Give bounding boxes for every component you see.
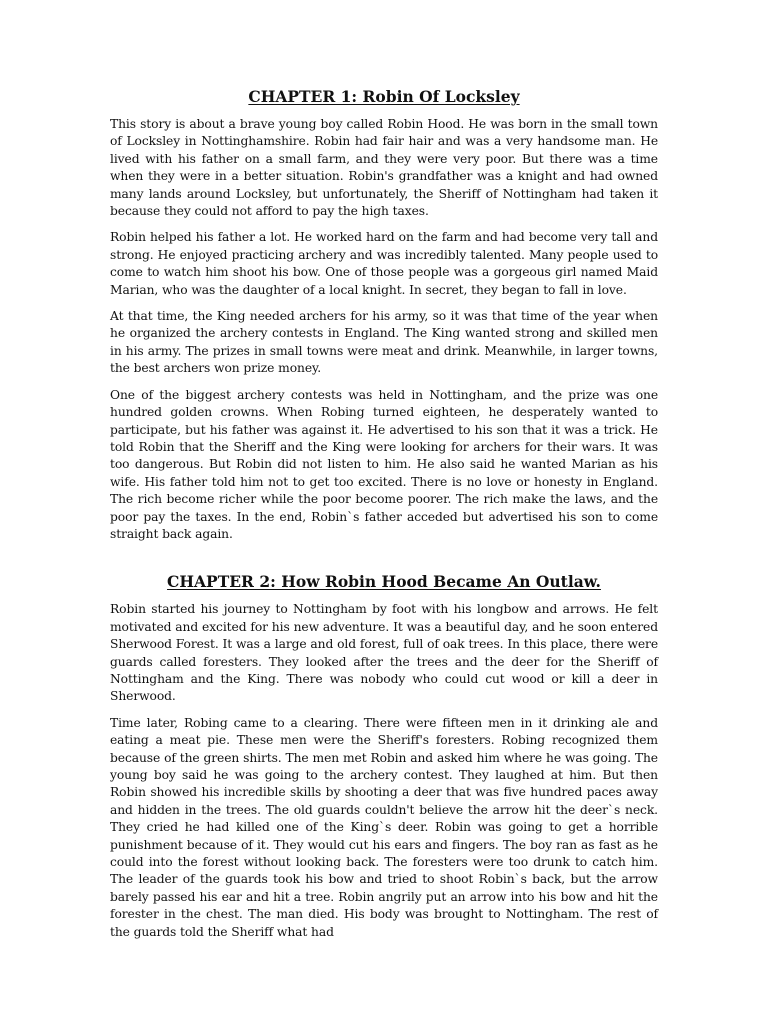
chapter-1-paragraph-2: Robin helped his father a lot. He worked hard on the farm and had become very tall and strong. He enjoyed practicing archery and was incredibly talented. Many people used to come to watch him shoot his bow. One of those people was a gorgeous girl named Maid Marian, who was the daughter of a local knight. In secret, they began to fall in love.	[110, 230, 658, 297]
chapter-1-paragraph-4: One of the biggest archery contests was held in Nottingham, and the prize was one hundred golden crowns. When Robing turned eighteen, he desperately wanted to participate, but his father was against it. He advertised to his son that it was a trick. He told Robin that the Sheriff and the King were looking for archers for their wars. It was too dangerous. But Robin did not listen to him. He also said he wanted Marian as his wife. His father told him not to get too excited. There is no love or honesty in England. The rich become richer while the poor become poorer. The rich make the laws, and the poor pay the taxes. In the end, Robin`s father acceded but advertised his son to come straight back again.	[110, 387, 658, 541]
chapter-1-paragraph-1: This story is about a brave young boy called Robin Hood. He was born in the small town of Locksley in Nottinghamshire. Robin had fair hair and was a very handsome man. He lived with his father on a small farm, and they were very poor. But there was a time when they were in a better situation. Robin's grandfather was a knight and had owned many lands around Locksley, but unfortunately, the Sheriff of Nottingham had taken it because they could not afford to pay the high taxes.	[110, 117, 658, 219]
chapter-2-paragraph-1: Robin started his journey to Nottingham by foot with his longbow and arrows. He felt motivated and excited for his new adventure. It was a beautiful day, and he soon entered Sherwood Forest. It was a large and old forest, full of oak trees. In this place, there were guards called foresters. They looked after the trees and the deer for the Sheriff of Nottingham and the King. There was nobody who could cut wood or kill a deer in Sherwood.	[110, 602, 658, 704]
chapter-2-title: CHAPTER 2: How Robin Hood Became An Outlaw.	[167, 572, 601, 592]
chapter-1-paragraph-3: At that time, the King needed archers for his army, so it was that time of the year when he organized the archery contests in England. The King wanted strong and skilled men in his army. The prizes in small towns were meat and drink. Meanwhile, in larger towns, the best archers won prize money.	[110, 309, 658, 376]
chapter-1-title: CHAPTER 1: Robin Of Locksley	[248, 87, 520, 106]
chapter-2-paragraph-2: Time later, Robing came to a clearing. There were fifteen men in it drinking ale and eating a meat pie. These men were the Sheriff's foresters. Robing recognized them because of the green shirts. The men met Robin and asked him where he was going. The young boy said he was going to the archery contest. They laughed at him. But then Robin showed his incredible skills by shooting a deer that was five hundred paces away and hidden in the trees. The old guards couldn't believe the arrow hit the deer`s neck. They cried he had killed one of the King`s deer. Robin was going to get a horrible punishment because of it. They would cut his ears and fingers. The boy ran as fast as he could into the forest without looking back. The foresters were too drunk to catch him. The leader of the guards took his bow and tried to shoot Robin`s back, but the arrow barely passed his ear and hit a tree. Robin angrily put an arrow into his bow and hit the forester in the chest. The man died. His body was brought to Nottingham. The rest of the guards told the Sheriff what had	[110, 715, 658, 939]
document-page	[110, 86, 658, 950]
